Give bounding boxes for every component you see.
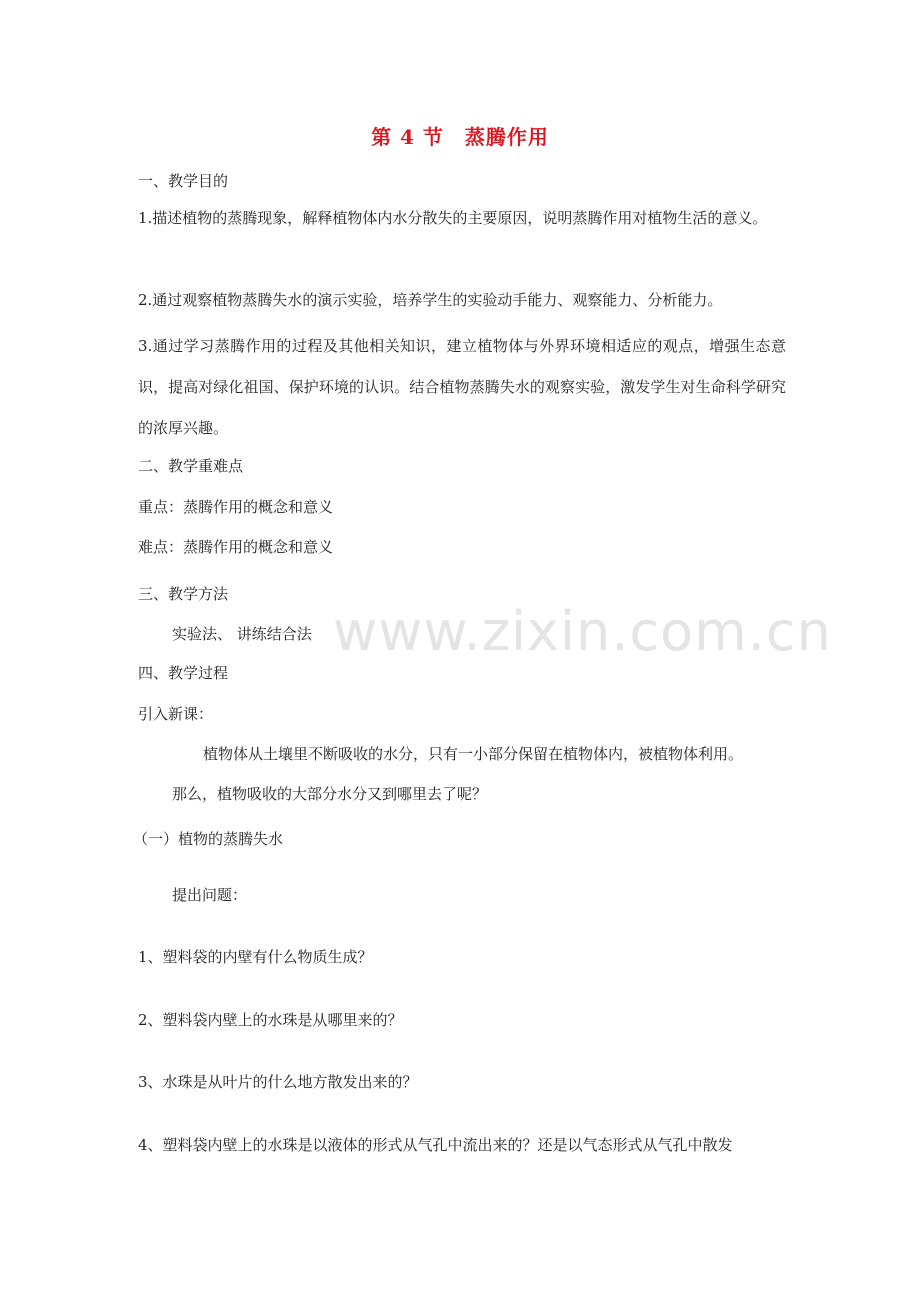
section-heading-key-points: 二、教学重难点 [138,457,244,475]
page-title: 第 4 节 蒸腾作用 [371,125,549,149]
objective-item-3: 3.通过学习蒸腾作用的过程及其他相关知识，建立植物体与外界环境相适应的观点，增强生态意识，提高对绿化祖国、保护环境的认识。结合植物蒸腾失水的观察实验，激发学生对生命科学研究的浓厚兴趣。 [138,337,786,437]
intro-label: 引入新课： [138,705,214,723]
section-heading-methods: 三、教学方法 [138,585,229,603]
question-4: 4、塑料袋内壁上的水珠是以液体的形式从气孔中流出来的？还是以气态形式从气孔中散发 [138,1136,733,1154]
subsection-heading: （一）植物的蒸腾失水 [133,830,284,848]
question-3: 3、水珠是从叶片的什么地方散发出来的？ [138,1073,418,1091]
difficult-point: 难点：蒸腾作用的概念和意义 [138,538,334,556]
teaching-method: 实验法、 讲练结合法 [172,625,312,643]
watermark: www.zixin.com.cn [333,600,832,663]
question-1: 1、塑料袋的内壁有什么物质生成？ [138,948,373,966]
question-2: 2、塑料袋内壁上的水珠是从哪里来的？ [138,1011,403,1029]
section-heading-process: 四、教学过程 [138,664,229,682]
intro-paragraph-2: 那么，植物吸收的大部分水分又到哪里去了呢？ [172,785,488,803]
objective-item-2: 2.通过观察植物蒸腾失水的演示实验，培养学生的实验动手能力、观察能力、分析能力。 [138,291,723,309]
key-point: 重点：蒸腾作用的概念和意义 [138,498,334,516]
intro-paragraph-1: 植物体从土壤里不断吸收的水分，只有一小部分保留在植物体内，被植物体利用。 [203,745,744,763]
questions-label: 提出问题： [172,886,248,904]
objective-item-1: 1.描述植物的蒸腾现象，解释植物体内水分散失的主要原因，说明蒸腾作用对植物生活的意义。 [138,209,768,227]
section-heading-objectives: 一、教学目的 [138,172,229,190]
